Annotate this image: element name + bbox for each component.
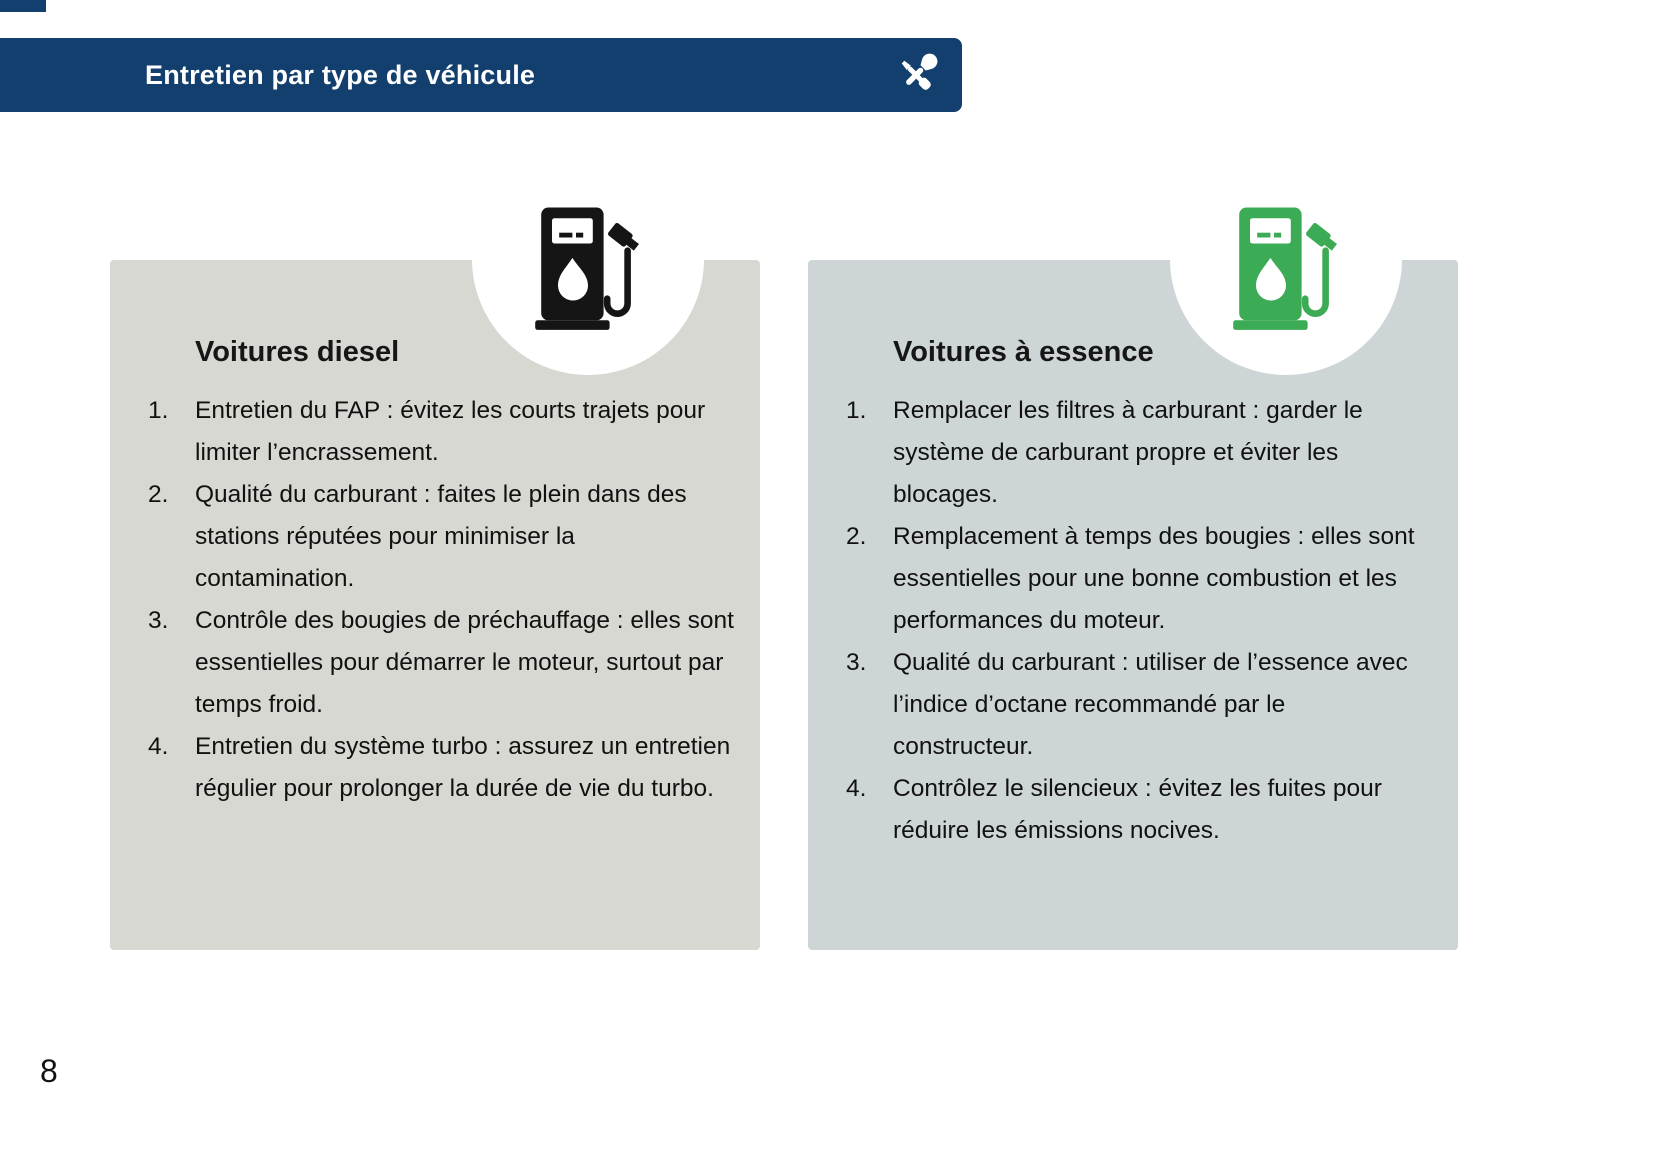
item-text: Qualité du carburant : faites le plein dans des stations réputées pour minimiser la contamination. — [195, 481, 687, 592]
page-header — [0, 38, 962, 112]
item-number: 2. — [846, 523, 867, 550]
list-item — [846, 768, 1432, 852]
item-number: 4. — [148, 733, 169, 760]
list-item — [846, 642, 1432, 768]
item-number: 3. — [148, 607, 169, 634]
list-item — [148, 600, 734, 726]
item-number: 1. — [846, 397, 867, 424]
essence-card — [808, 260, 1458, 950]
diesel-card — [110, 260, 760, 950]
item-text: Entretien du FAP : évitez les courts trajets pour limiter l’encrassement. — [195, 397, 706, 466]
item-text: Qualité du carburant : utiliser de l’essence avec l’indice d’octane recommandé par le constructeur. — [893, 649, 1408, 760]
diesel-fuel-pump-icon — [528, 205, 648, 330]
item-text: Remplacer les filtres à carburant : garder le système de carburant propre et éviter les blocages. — [893, 397, 1363, 508]
list-item — [148, 726, 734, 810]
list-item — [148, 390, 734, 474]
item-number: 3. — [846, 649, 867, 676]
essence-maintenance-list — [846, 390, 1432, 852]
item-number: 1. — [148, 397, 169, 424]
list-item — [148, 474, 734, 600]
card-title-essence: Voitures à essence — [893, 336, 1154, 368]
item-number: 4. — [846, 775, 867, 802]
list-item — [846, 390, 1432, 516]
top-edge-accent — [0, 0, 46, 12]
card-title-diesel: Voitures diesel — [195, 336, 400, 368]
tools-icon — [894, 53, 938, 97]
item-text: Remplacement à temps des bougies : elles sont essentielles pour une bonne combustion et les performances du moteur. — [893, 523, 1415, 634]
item-number: 2. — [148, 481, 169, 508]
page-title: Entretien par type de véhicule — [145, 59, 536, 90]
list-item — [846, 516, 1432, 642]
page-number: 8 — [40, 1053, 58, 1089]
item-text: Entretien du système turbo : assurez un entretien régulier pour prolonger la durée de vie du turbo. — [195, 733, 731, 802]
item-text: Contrôle des bougies de préchauffage : elles sont essentielles pour démarrer le moteur, surtout par temps froid. — [195, 607, 734, 718]
item-text: Contrôlez le silencieux : évitez les fuites pour réduire les émissions nocives. — [893, 775, 1382, 844]
diesel-maintenance-list — [148, 390, 734, 810]
gasoline-fuel-pump-icon — [1226, 205, 1346, 330]
